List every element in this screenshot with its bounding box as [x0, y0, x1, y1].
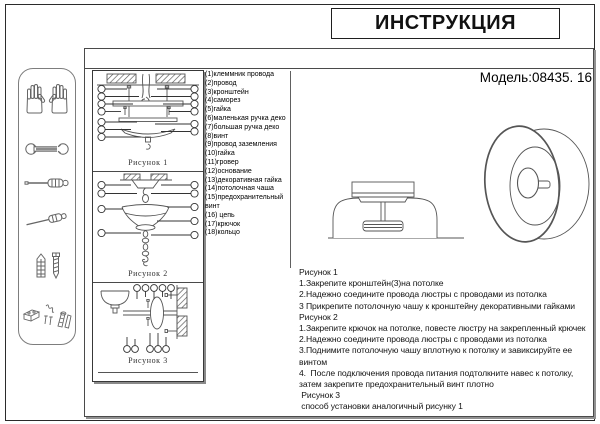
wall-plug-and-screw-icon — [24, 251, 70, 281]
gloves-icon — [23, 81, 71, 123]
instruction-line: 2.Надежно соедините провода люстры с проводами из потолка — [299, 289, 547, 300]
parts-list — [205, 71, 291, 268]
fasteners-and-connectors-icon — [22, 300, 72, 332]
part-item: (18)кольцо — [205, 229, 240, 237]
page-title: ИНСТРУКЦИЯ — [374, 12, 517, 34]
instruction-line: 3.Поднимите потолочную чашу вплотную к потолку и завиксируйте ее винтом — [299, 345, 575, 367]
part-item: (17)крючок — [205, 220, 241, 228]
figure-3-drawing — [93, 283, 203, 355]
figure-1-label: Рисунок 1 — [128, 158, 168, 167]
wrench-icon — [24, 142, 70, 156]
figure-2-section — [93, 172, 203, 283]
part-item: (2)провод — [205, 79, 237, 87]
small-screwdriver-icon — [23, 209, 71, 231]
part-item: (14)потолочная чаша — [205, 185, 274, 193]
part-item: (7)большая ручка деко — [205, 123, 280, 131]
model-number: Модель:08435. 16 — [479, 70, 592, 85]
instruction-line: Рисунок 3 — [299, 390, 340, 401]
part-item: (15)предохранительный винт — [205, 194, 284, 210]
lamp-perspective-drawing — [480, 123, 589, 245]
figure-3-underline — [98, 372, 198, 373]
instruction-line: 4. После подключения провода питания подтолкните навес к потолку, затем закрепите предохранительный винт плотно — [299, 367, 576, 390]
figure-3-section — [93, 283, 203, 380]
part-item: (13)декоративная гайка — [205, 176, 282, 184]
part-item: (16) цепь — [205, 211, 235, 219]
figure-3-label: Рисунок 3 — [128, 356, 168, 365]
part-item: (5)гайка — [205, 106, 231, 114]
instruction-line: 3 Прикрепите потолочную чашу к кронштейну декоративными гайками — [299, 300, 576, 311]
title-box — [331, 8, 560, 39]
part-item: (3)кронштейн — [205, 88, 249, 96]
part-item: (6)маленькая ручка деко — [205, 114, 286, 122]
lamp-drawings — [308, 82, 592, 264]
part-item: (9)провод заземления — [205, 141, 277, 149]
part-item: (10)гайка — [205, 150, 235, 158]
part-item: (11)гровер — [205, 158, 239, 166]
instruction-line: 2.Надежно соедините провода люстры с проводами из потолка — [299, 334, 547, 345]
instruction-line: Рисунок 1 — [299, 267, 338, 277]
instruction-line: Рисунок 2 — [299, 311, 338, 322]
tools-panel — [18, 68, 76, 345]
figure-2-drawing — [93, 172, 203, 268]
part-item: (8)винт — [205, 132, 229, 140]
instruction-line: 1.Закрепите крючок на потолке, повесте люстру на закрепленный крючек — [299, 323, 586, 334]
lamp-side-view-drawing — [328, 182, 464, 238]
figure-2-label: Рисунок 2 — [128, 269, 168, 278]
screwdriver-icon — [24, 176, 70, 190]
part-item: (1)клеммник провода — [205, 71, 275, 78]
instructions-block — [299, 267, 591, 413]
figure-1-drawing — [93, 71, 203, 157]
instruction-line: способ установки аналогичный рисунку 1 — [299, 401, 463, 412]
header-strip — [85, 49, 593, 69]
figures-panel — [92, 70, 204, 382]
figure-1-section — [93, 71, 203, 172]
part-item: (12)основание — [205, 167, 252, 175]
part-item: (4)саморез — [205, 97, 241, 105]
instruction-line: 1.Закрепите кронштейн(3)на потолке — [299, 278, 444, 289]
